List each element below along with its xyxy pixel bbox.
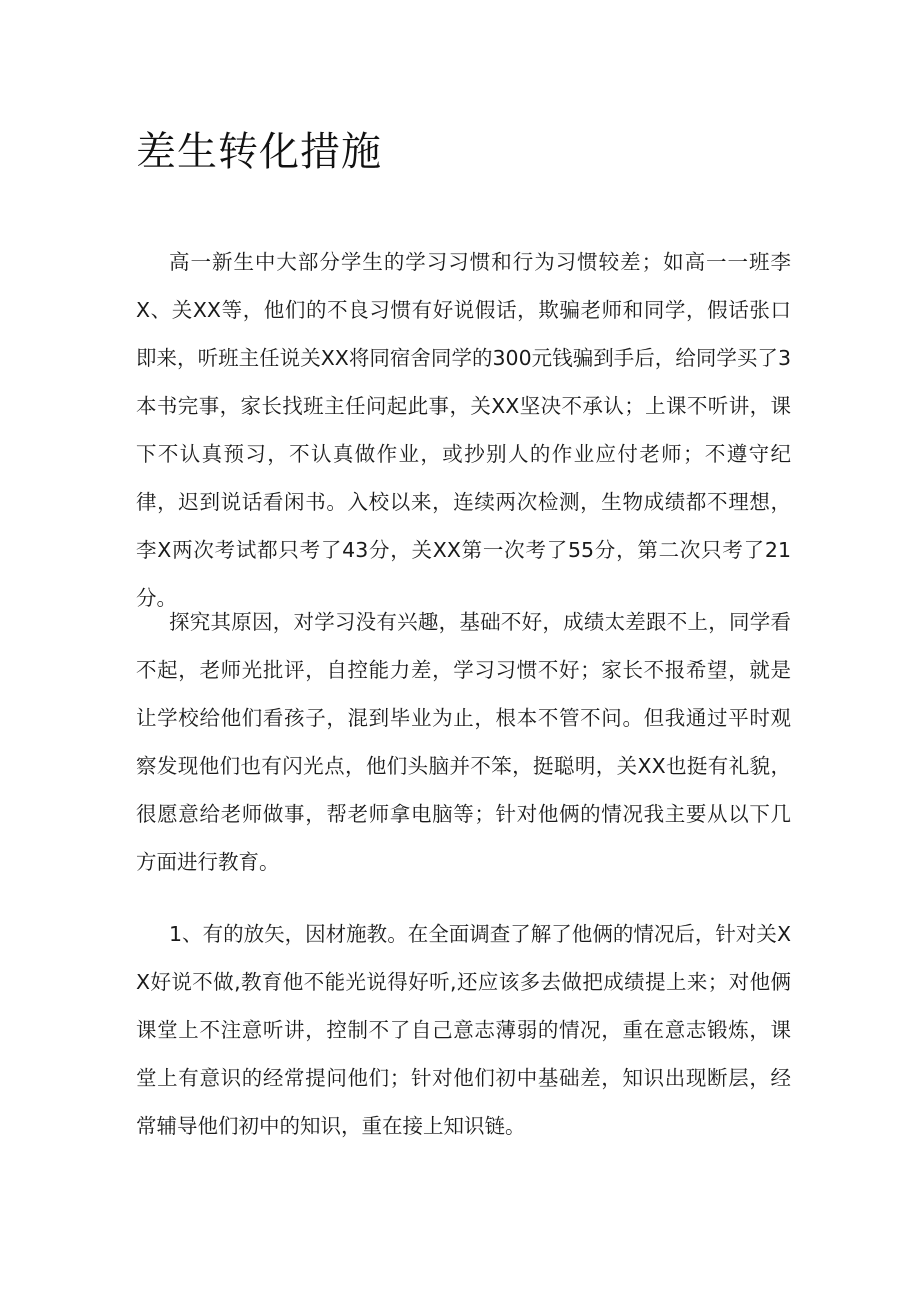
document-title: 差生转化措施 <box>136 129 382 175</box>
paragraph: 1、有的放矢，因材施教。在全面调查了解了他俩的情况后，针对关XX好说不做,教育他不能光说得好听,还应该多去做把成绩提上来；对他俩课堂上不注意听讲，控制不了自己意志薄弱的情况，重在意志锻炼，课堂上有意识的经常提问他们；针对他们初中基础差，知识出现断层，经常辅导他们初中的知识，重在接上知识链。 <box>136 922 791 1138</box>
paragraph: 探究其原因，对学习没有兴趣，基础不好，成绩太差跟不上，同学看不起，老师光批评，自控能力差，学习习惯不好；家长不报希望，就是让学校给他们看孩子，混到毕业为止，根本不管不问。但我通过平时观察发现他们也有闪光点，他们头脑并不笨，挺聪明，关XX也挺有礼貌，很愿意给老师做事，帮老师拿电脑等；针对他俩的情况我主要从以下几方面进行教育。 <box>136 610 791 874</box>
paragraph: 高一新生中大部分学生的学习习惯和行为习惯较差；如高一一班李X、关XX等，他们的不良习惯有好说假话，欺骗老师和同学，假话张口即来，听班主任说关XX将同宿舍同学的300元钱骗到手后，给同学买了3本书完事，家长找班主任问起此事，关XX坚决不承认；上课不听讲，课下不认真预习，不认真做作业，或抄别人的作业应付老师；不遵守纪律，迟到说话看闲书。入校以来，连续两次检测，生物成绩都不理想，李X两次考试都只考了43分，关XX第一次考了55分，第二次只考了21分。 <box>136 250 791 610</box>
